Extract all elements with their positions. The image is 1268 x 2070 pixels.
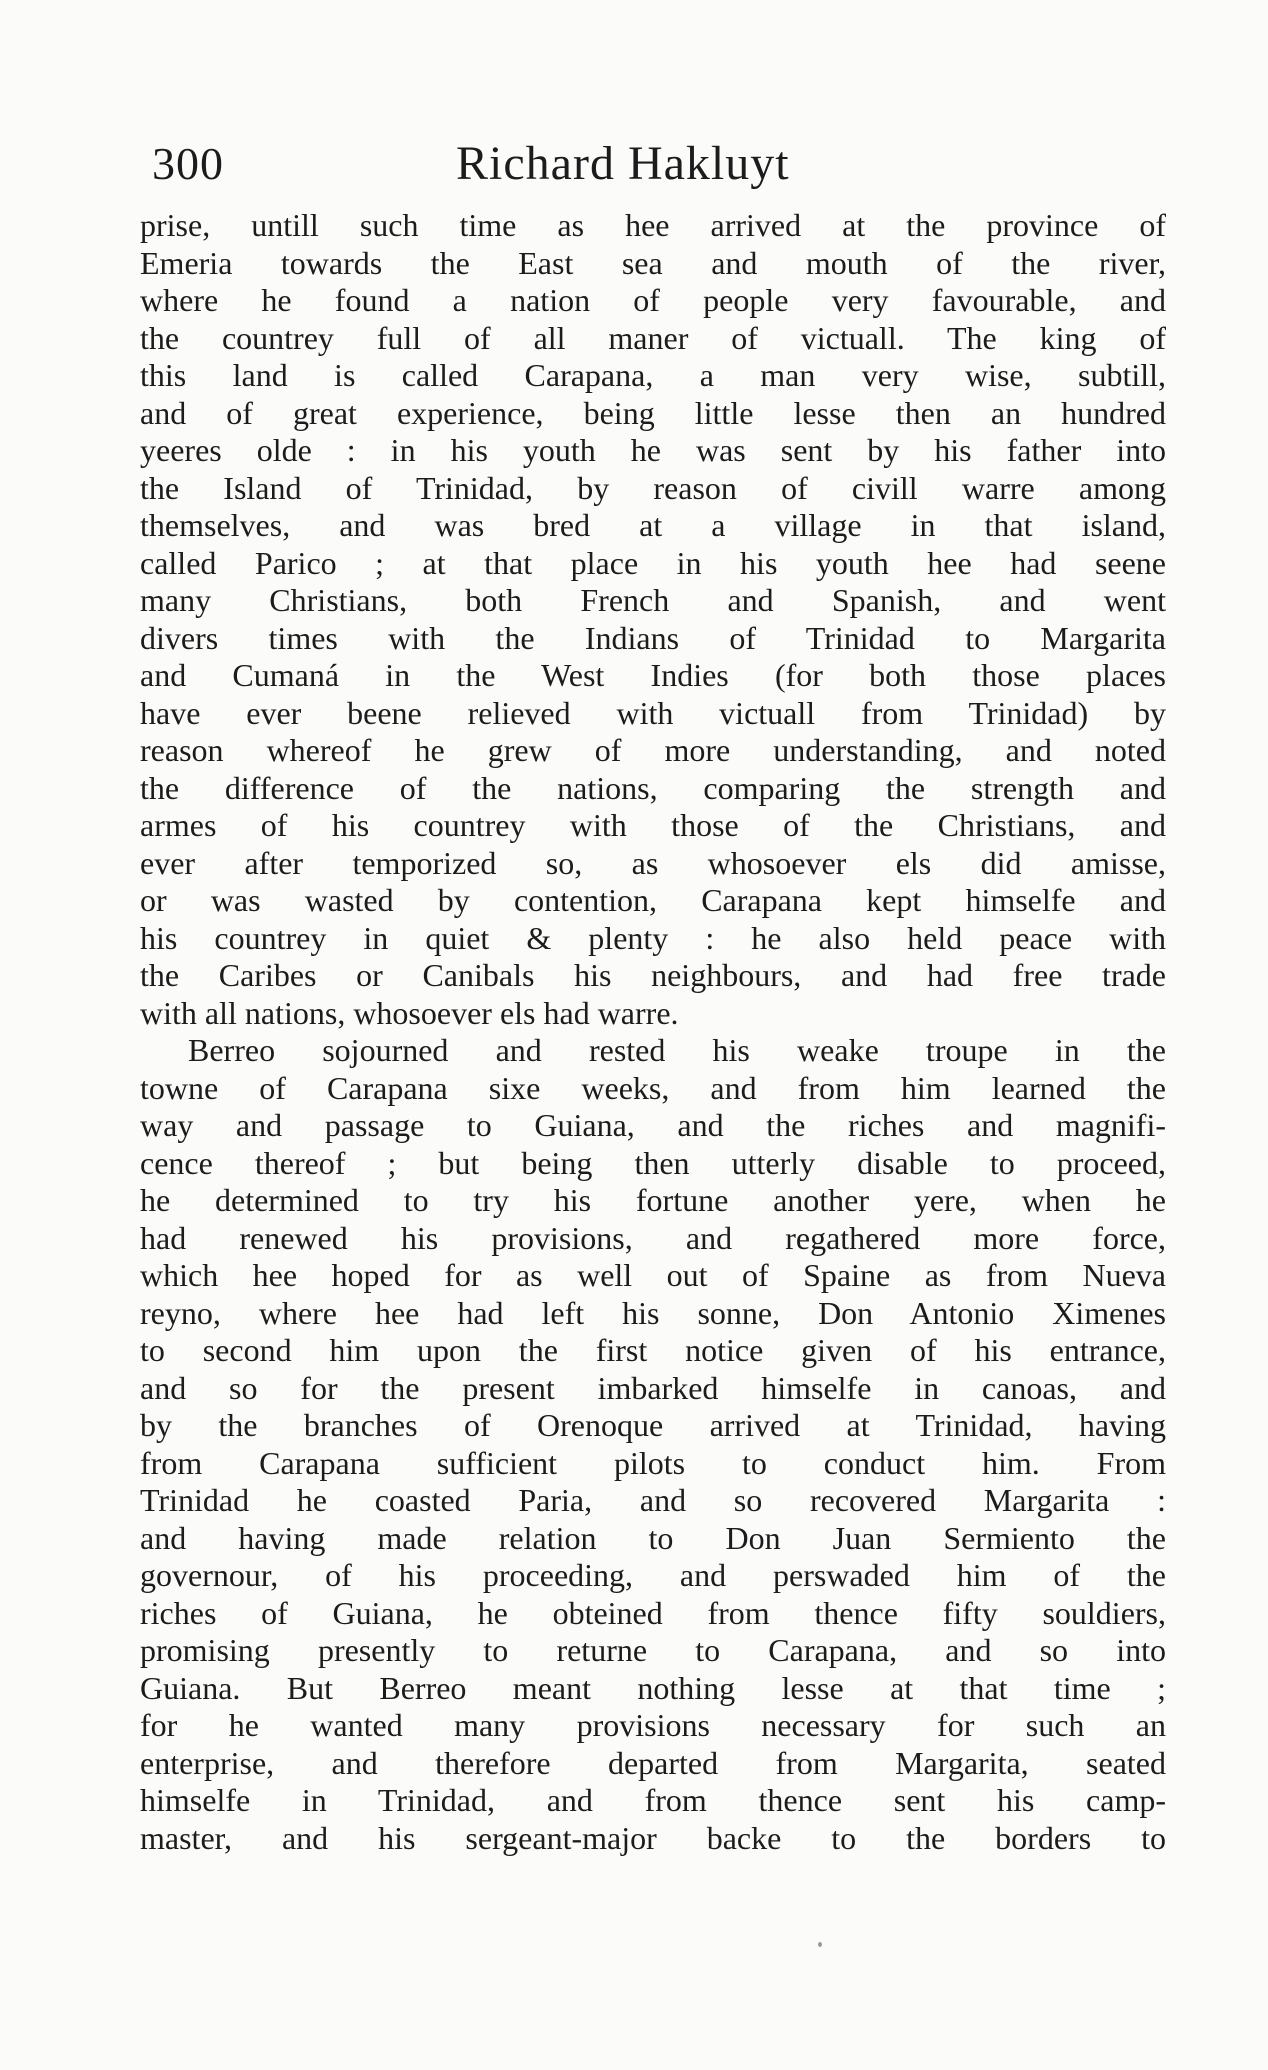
text-line: the countrey full of all maner of victuall. The king of [140,319,1166,356]
text-line: the difference of the nations, comparing the strength and [140,769,1166,806]
print-speck [818,1942,822,1947]
text-line: divers times with the Indians of Trinidad to Margarita [140,619,1166,656]
text-line: had renewed his provisions, and regathered more force, [140,1219,1166,1256]
page-number: 300 [152,138,224,189]
text-line: for he wanted many provisions necessary for such an [140,1707,1166,1743]
text-line: prise, untill such time as hee arrived at the province of [140,207,1166,243]
text-line: reason whereof he grew of more understanding, and noted [140,732,1166,768]
text-line: Emeria towards the East sea and mouth of the river, [140,244,1166,281]
text-line: towne of Carapana sixe weeks, and from him learned the [140,1069,1166,1106]
text-line: way and passage to Guiana, and the riches and magnifi- [140,1107,1166,1143]
text-line: this land is called Carapana, a man very wise, subtill, [140,357,1166,393]
text-line: or was wasted by contention, Carapana kept himselfe and [140,882,1166,918]
text-line: promising presently to returne to Carapana, and so into [140,1632,1166,1668]
text-line: enterprise, and therefore departed from Margarita, seated [140,1744,1166,1781]
text-line: and of great experience, being little lesse then an hundred [140,394,1166,431]
text-line: and so for the present imbarked himselfe in canoas, and [140,1369,1166,1406]
text-line: reyno, where hee had left his sonne, Don Antonio Ximenes [140,1294,1166,1331]
page-header [150,130,1170,200]
text-line: Trinidad he coasted Paria, and so recovered Margarita : [140,1482,1166,1518]
text-line: themselves, and was bred at a village in that island, [140,507,1166,543]
text-line: ever after temporized so, as whosoever els did amisse, [140,844,1166,881]
body-text [140,207,1166,1857]
paragraph-start-line: Berreo sojourned and rested his weake troupe in the [188,1032,1166,1068]
text-line: and Cumaná in the West Indies (for both those places [140,657,1166,693]
text-line: from Carapana sufficient pilots to conduct him. From [140,1444,1166,1481]
text-line: many Christians, both French and Spanish, and went [140,582,1166,618]
text-line: governour, of his proceeding, and perswaded him of the [140,1557,1166,1593]
text-line: Guiana. But Berreo meant nothing lesse at that time ; [140,1669,1166,1706]
running-head: Richard Hakluyt [456,137,790,190]
text-line: master, and his sergeant-major backe to the borders to [140,1819,1166,1856]
text-line: yeeres olde : in his youth he was sent by his father into [140,432,1166,468]
text-line: and having made relation to Don Juan Sermiento the [140,1519,1166,1556]
text-line: armes of his countrey with those of the Christians, and [140,807,1166,843]
text-line: himselfe in Trinidad, and from thence sent his camp- [140,1782,1166,1818]
text-line: to second him upon the first notice given of his entrance, [140,1332,1166,1368]
text-line: the Caribes or Canibals his neighbours, and had free trade [140,957,1166,993]
text-line: the Island of Trinidad, by reason of civill warre among [140,469,1166,506]
text-line: his countrey in quiet & plenty : he also held peace with [140,919,1166,956]
text-line: cence thereof ; but being then utterly disable to proceed, [140,1144,1166,1181]
text-line: riches of Guiana, he obteined from thence fifty souldiers, [140,1594,1166,1631]
text-line: he determined to try his fortune another yere, when he [140,1182,1166,1218]
text-line: have ever beene relieved with victuall from Trinidad) by [140,694,1166,731]
text-line: where he found a nation of people very favourable, and [140,282,1166,318]
text-line: by the branches of Orenoque arrived at Trinidad, having [140,1407,1166,1443]
paragraph-end-line: with all nations, whosoever els had warre. [140,994,679,1031]
text-line: which hee hoped for as well out of Spaine as from Nueva [140,1257,1166,1293]
text-line: called Parico ; at that place in his youth hee had seene [140,544,1166,581]
